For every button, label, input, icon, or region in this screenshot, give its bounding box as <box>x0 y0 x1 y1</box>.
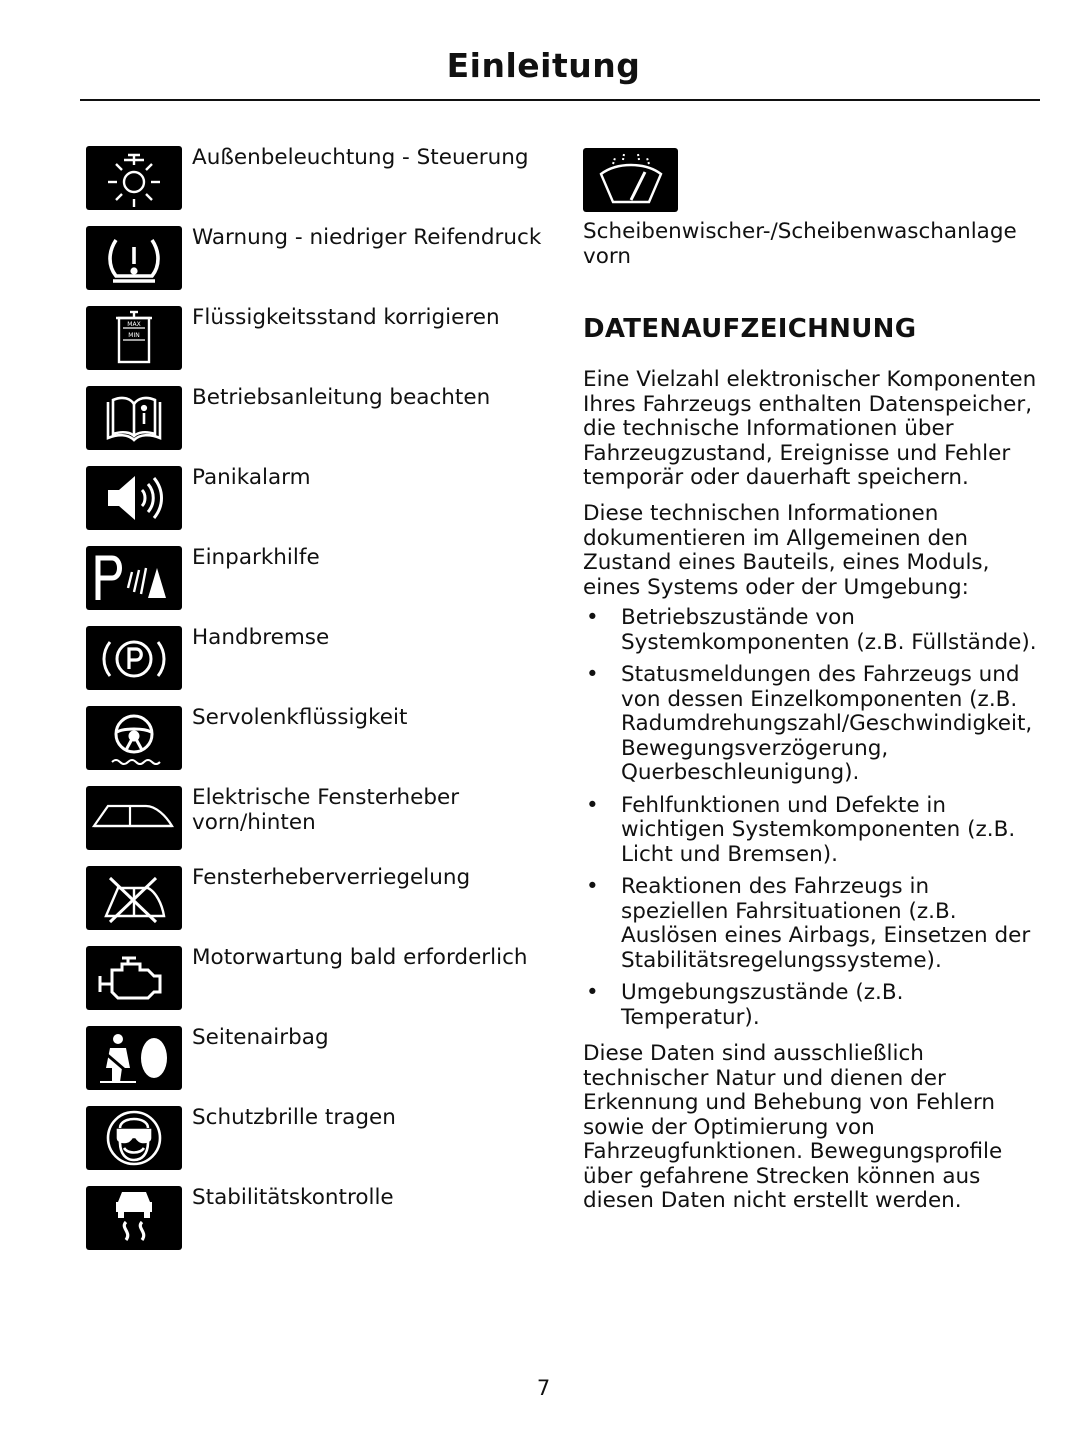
page-number: 7 <box>536 1376 551 1400</box>
bullet-marker: • <box>586 792 599 818</box>
symbol-label: Warnung - niedriger Reifendruck <box>192 225 542 250</box>
wiper-washer-icon <box>583 148 678 212</box>
symbol-label: Handbremse <box>192 625 330 650</box>
symbol-row <box>86 146 556 212</box>
symbol-row <box>86 1186 556 1252</box>
symbol-label: Motorwartung bald erforderlich <box>192 945 528 970</box>
symbol-row <box>86 546 556 612</box>
symbol-label: Außenbeleuchtung - Steuerung <box>192 145 529 170</box>
symbol-label: Elektrische Fensterheber vorn/hinten <box>192 785 460 835</box>
symbol-label: Betriebsanleitung beachten <box>192 385 491 410</box>
parking-brake-icon <box>86 626 182 690</box>
bullet-marker: • <box>586 874 599 899</box>
paragraph-closing: Diese Daten sind ausschließlich technischer Natur und dienen der Erkennung und Behebung von Fehlern sowie der Optimierung von Fahrzeugfunktionen. Bewegungsprofile über gefahrene Strecken können aus diesen Daten nicht erstellt werden. <box>583 1041 1003 1213</box>
symbol-label: Stabilitätskontrolle <box>192 1185 394 1210</box>
symbol-row <box>86 1026 556 1092</box>
list-item-text: Betriebszustände von Systemkomponenten (z.B. Füllstände). <box>621 605 1037 655</box>
page-title: Einleitung <box>446 46 641 85</box>
owners-manual-icon <box>86 386 182 450</box>
symbol-label: Panikalarm <box>192 465 311 490</box>
symbol-row <box>86 386 556 452</box>
power-steering-fluid-icon <box>86 706 182 770</box>
power-windows-icon <box>86 786 182 850</box>
safety-glasses-icon <box>86 1106 182 1170</box>
symbol-row <box>86 786 556 852</box>
bullet-list <box>583 606 1043 1038</box>
panic-alarm-icon <box>86 466 182 530</box>
paragraph-info: Diese technischen Informationen dokumentieren im Allgemeinen den Zustand eines Bauteils, eines Moduls, eines Systems oder der Umgebung: <box>583 501 990 600</box>
wiper-label: Scheibenwischer-/Scheibenwaschanlage vorn <box>583 219 1017 269</box>
tire-pressure-warning-icon <box>86 226 182 290</box>
list-item <box>583 981 1039 1030</box>
fluid-max-text: MAX <box>127 321 141 328</box>
fluid-min-text: MIN <box>128 332 140 339</box>
symbol-row <box>86 466 556 532</box>
symbol-row <box>86 626 556 692</box>
list-item-text: Fehlfunktionen und Defekte in wichtigen Systemkomponenten (z.B. Licht und Bremsen). <box>621 792 1016 867</box>
list-item <box>583 606 1039 655</box>
symbol-row <box>86 306 556 372</box>
side-airbag-icon <box>86 1026 182 1090</box>
section-heading: DATENAUFZEICHNUNG <box>583 314 917 344</box>
symbol-label: Seitenairbag <box>192 1025 329 1050</box>
list-item <box>583 663 1039 786</box>
stability-control-icon <box>86 1186 182 1250</box>
list-item <box>583 875 1039 973</box>
bullet-marker: • <box>586 605 599 630</box>
list-item-text: Statusmeldungen des Fahrzeugs und von dessen Einzelkomponenten (z.B. Radumdrehungszahl/Geschwindigkeit, Bewegungsverzögerung, Querbeschleunigung). <box>621 662 1033 785</box>
paragraph-intro: Eine Vielzahl elektronischer Komponenten Ihres Fahrzeugs enthalten Datenspeicher, die technische Informationen über Fahrzeugzustand, Ereignisse und Fehler temporär oder dauerhaft speichern. <box>583 367 1037 490</box>
list-item-text: Reaktionen des Fahrzeugs in speziellen Fahrsituationen (z.B. Auslösen eines Airbags, Einsetzen der Stabilitätsregelungssysteme). <box>621 874 1031 973</box>
engine-service-icon <box>86 946 182 1010</box>
parking-aid-icon <box>86 546 182 610</box>
symbol-label: Schutzbrille tragen <box>192 1105 396 1130</box>
exterior-light-icon <box>86 146 182 210</box>
bullet-marker: • <box>586 662 599 687</box>
symbol-row <box>86 866 556 932</box>
symbol-row <box>86 226 556 292</box>
symbol-label: Servolenkflüssigkeit <box>192 705 408 730</box>
bullet-marker: • <box>586 980 599 1005</box>
list-item-text: Umgebungszustände (z.B. Temperatur). <box>621 980 904 1030</box>
title-divider <box>80 99 1040 101</box>
symbol-row <box>86 946 556 1012</box>
symbol-label: Flüssigkeitsstand korrigieren <box>192 305 500 330</box>
window-lock-icon <box>86 866 182 930</box>
list-item <box>583 794 1039 868</box>
symbol-row <box>86 1106 556 1172</box>
fluid-level-icon <box>86 306 182 370</box>
symbol-row <box>86 706 556 772</box>
symbol-label: Fensterheberverriegelung <box>192 865 471 890</box>
symbol-label: Einparkhilfe <box>192 545 320 570</box>
